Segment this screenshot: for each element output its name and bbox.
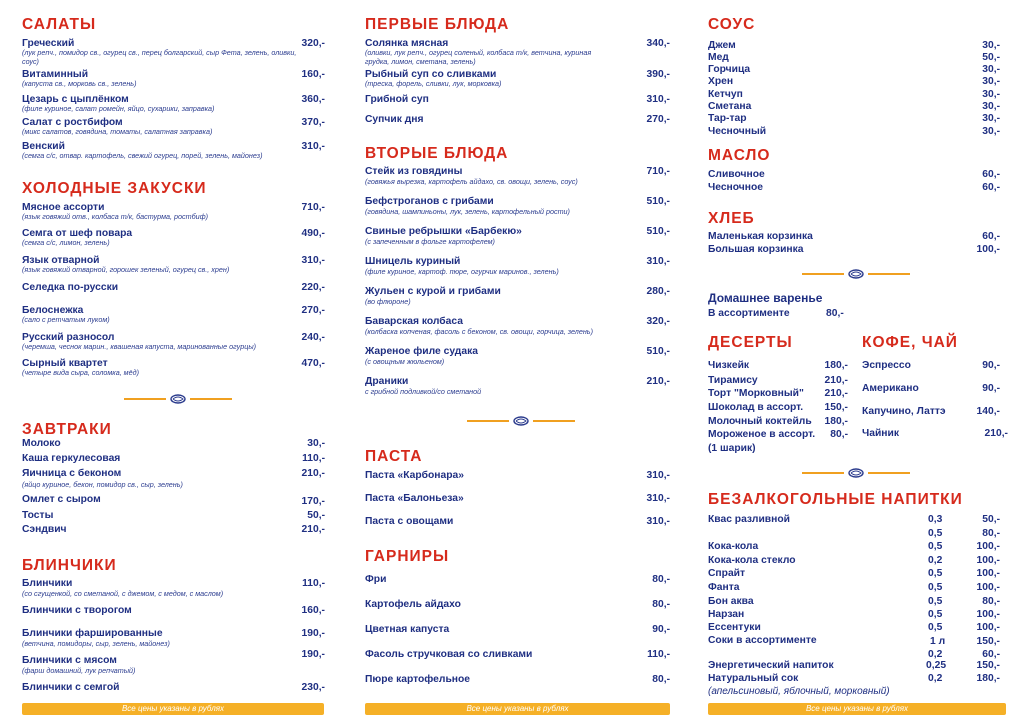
menu-item-price: 160,- (301, 69, 325, 80)
menu-item-name: Чесночный (708, 126, 767, 137)
drink-volume: 0,3 (928, 514, 943, 525)
menu-item-name: Большая корзинка (708, 244, 804, 255)
menu-item-desc: с грибной подливкой/со сметаной (365, 387, 482, 396)
drink-price: 100,- (976, 582, 1000, 593)
menu-item-name: Горчица (708, 64, 751, 75)
menu-item-desc: (фарш домашний, лук репчатый) (22, 666, 136, 675)
drink-price: 150,- (976, 660, 1000, 671)
menu-item-name: Рыбный суп со сливками (365, 69, 497, 80)
drink-price: 80,- (982, 596, 1000, 607)
menu-item-price: 360,- (301, 94, 325, 105)
menu-item-name: Фри (365, 574, 387, 585)
drink-name: Фанта (708, 582, 740, 593)
menu-item-name: Жареное филе судака (365, 346, 478, 357)
menu-item-price: 30,- (982, 126, 1000, 137)
menu-item-name: Бефстроганов с грибами (365, 196, 494, 207)
menu-item-price: 710,- (646, 166, 670, 177)
first-courses-title: ПЕРВЫЕ БЛЮДА (365, 16, 510, 33)
sauce-title: СОУС (708, 16, 756, 33)
menu-item-name: Молочный коктейль (708, 416, 812, 427)
menu-item-name: Жульен с курой и грибами (365, 286, 501, 297)
menu-item-price: 30,- (982, 64, 1000, 75)
menu-item-price: 30,- (982, 76, 1000, 87)
menu-item-desc: (семга с/с, лимон, зелень) (22, 238, 110, 247)
drink-name: Энергетический напиток (708, 660, 834, 671)
jam-title: Домашнее варенье (708, 291, 823, 305)
drink-price: 180,- (976, 673, 1000, 684)
drink-price: 100,- (976, 568, 1000, 579)
menu-item-desc: (семга с/с, отвар. картофель, свежий огурец, порей, зелень, майонез) (22, 151, 263, 160)
menu-item-price: 100,- (976, 244, 1000, 255)
menu-item-price: 60,- (982, 231, 1000, 242)
menu-item-price: 470,- (301, 358, 325, 369)
menu-item-name: Сливочное (708, 169, 765, 180)
drink-price: 50,- (982, 514, 1000, 525)
footer-note: Все цены указаны в рублях (22, 703, 324, 715)
second-courses-title: ВТОРЫЕ БЛЮДА (365, 145, 509, 162)
menu-item-price: 30,- (982, 113, 1000, 124)
menu-item-name: Джем (708, 40, 736, 51)
menu-item-price: 50,- (982, 52, 1000, 63)
menu-item-desc: (колбаска копченая, фасоль с беконом, св. овощи, горчица, зелень) (365, 327, 593, 336)
ornament-divider (467, 416, 575, 426)
menu-item-price: 240,- (301, 332, 325, 343)
menu-item-desc: (говяжья вырезка, картофель айдахо, св. овощи, зелень, соус) (365, 177, 578, 186)
menu-item-price: 30,- (307, 438, 325, 449)
menu-item-name: Мед (708, 52, 729, 63)
drink-price: 80,- (982, 528, 1000, 539)
menu-item-name: Чизкейк (708, 360, 750, 371)
menu-item-name: Тосты (22, 510, 54, 521)
menu-item-desc: (филе куриное, картоф. пюре, огурчик маринов., зелень) (365, 267, 559, 276)
menu-item-name: Кетчуп (708, 89, 743, 100)
menu-item-name: Сметана (708, 101, 752, 112)
drink-volume: 0,5 (928, 568, 943, 579)
desserts-title: ДЕСЕРТЫ (708, 334, 793, 351)
menu-item-name: Торт "Морковный" (708, 388, 804, 399)
menu-item-price: 150,- (824, 402, 848, 413)
ornament-icon (513, 416, 529, 426)
ornament-divider (802, 269, 910, 279)
menu-item-desc: (с запеченным в фольге картофелем) (365, 237, 495, 246)
menu-item-price: 30,- (982, 101, 1000, 112)
soft-drinks-title: БЕЗАЛКОГОЛЬНЫЕ НАПИТКИ (708, 491, 963, 508)
menu-item-name: Американо (862, 383, 919, 394)
menu-item-price: 310,- (301, 141, 325, 152)
menu-item-desc: (филе куриное, салат ромейн, яйцо, сухарики, заправка) (22, 104, 215, 113)
menu-item-name: Эспрессо (862, 360, 911, 371)
garnish-title: ГАРНИРЫ (365, 548, 450, 565)
menu-item-desc: (сало с ретчатым луком) (22, 315, 110, 324)
menu-item-name: Чайник (862, 428, 899, 439)
drink-price: 100,- (976, 609, 1000, 620)
menu-item-name: Тирамису (708, 375, 758, 386)
drink-name: Бон аква (708, 596, 754, 607)
menu-item-desc: (черемша, чеснок марин., квашеная капуста, маринованные огурцы) (22, 342, 257, 351)
menu-item-name: (1 шарик) (708, 443, 756, 454)
footer-note: Все цены указаны в рублях (708, 703, 1006, 715)
menu-item-name: Молоко (22, 438, 61, 449)
menu-item-price: 320,- (646, 316, 670, 327)
menu-column-2 (345, 0, 690, 724)
menu-item-price: 310,- (301, 255, 325, 266)
menu-item-name: Капучино, Латтэ (862, 406, 946, 417)
menu-item-price: 110,- (302, 453, 325, 464)
menu-item-price: 210,- (824, 388, 848, 399)
menu-item-price: 180,- (824, 360, 848, 371)
bread-title: ХЛЕБ (708, 210, 755, 227)
menu-item-name: Блинчики с мясом (22, 655, 117, 666)
menu-item-desc: (со сгущенкой, со сметаной, с джемом, с медом, с маслом) (22, 589, 224, 598)
menu-item-name: Яичница с беконом (22, 468, 122, 479)
menu-item-price: 310,- (646, 493, 670, 504)
menu-item-desc: (треска, форель, сливки, лук, морковка) (365, 79, 502, 88)
menu-item-price: 310,- (646, 256, 670, 267)
menu-item-price: 80,- (652, 574, 670, 585)
menu-item-name: Пюре картофельное (365, 674, 471, 685)
menu-item-name: Цветная капуста (365, 624, 450, 635)
butter-title: МАСЛО (708, 147, 771, 164)
menu-item-name: Маленькая корзинка (708, 231, 813, 242)
menu-item-price: 310,- (646, 516, 670, 527)
pancakes-title: БЛИНЧИКИ (22, 557, 117, 574)
menu-item-price: 140,- (976, 406, 1000, 417)
menu-item-price: 110,- (647, 649, 670, 660)
menu-item-name: Венский (22, 141, 65, 152)
menu-item-name: Семга от шеф повара (22, 228, 133, 239)
drink-volume: 0,5 (928, 596, 943, 607)
menu-item-price: 180,- (824, 416, 848, 427)
juice-note: (апельсиновый, яблочный, морковный) (708, 686, 890, 697)
drink-name: Кока-кола (708, 541, 759, 552)
menu-item-price: 210,- (301, 468, 325, 479)
menu-item-price: 60,- (982, 169, 1000, 180)
menu-item-name: Каша геркулесовая (22, 453, 121, 464)
menu-item-price: 280,- (646, 286, 670, 297)
menu-item-name: Паста «Карбонара» (365, 470, 464, 481)
menu-item-desc: (с овощным жюльеном) (365, 357, 445, 366)
coffee-title: КОФЕ, ЧАЙ (862, 334, 958, 351)
drink-volume: 0,5 (928, 541, 943, 552)
menu-item-name: Солянка мясная (365, 38, 449, 49)
menu-item-price: 370,- (301, 117, 325, 128)
drink-name: Ессентуки (708, 622, 761, 633)
menu-column-3 (690, 0, 1024, 724)
menu-item-name: Омлет с сыром (22, 494, 101, 505)
menu-item-name: Витаминный (22, 69, 89, 80)
drink-price: 100,- (976, 541, 1000, 552)
menu-item-name: Блинчики с творогом (22, 605, 132, 616)
menu-item-price: 30,- (982, 40, 1000, 51)
menu-item-name: Картофель айдахо (365, 599, 461, 610)
menu-item-name: Блинчики (22, 578, 73, 589)
menu-item-price: 320,- (301, 38, 325, 49)
drink-volume: 0,2 (928, 649, 943, 660)
menu-item-price: 230,- (301, 682, 325, 693)
salads-title: САЛАТЫ (22, 16, 97, 33)
drink-name: Квас разливной (708, 514, 790, 525)
drink-name: Натуральный сок (708, 673, 799, 684)
drink-volume: 0,2 (928, 673, 943, 684)
menu-item-name: Паста «Балоньеза» (365, 493, 464, 504)
menu-item-name: Фасоль стручковая со сливками (365, 649, 533, 660)
menu-item-price: 90,- (652, 624, 670, 635)
drink-name: Кока-кола стекло (708, 555, 796, 566)
menu-item-name: Цезарь с цыплёнком (22, 94, 129, 105)
drink-name: Нарзан (708, 609, 745, 620)
menu-item-name: Мясное ассорти (22, 202, 105, 213)
ornament-divider (124, 394, 232, 404)
menu-item-desc: (оливки, лук репч., огурец соленый, колбаса т/к, ветчина, куриная грудка, лимон, сметана, зелень) (365, 48, 592, 66)
drink-volume: 0,2 (928, 555, 943, 566)
menu-item-price: 210,- (824, 375, 848, 386)
drink-volume: 0,5 (928, 609, 943, 620)
drink-price: 100,- (976, 622, 1000, 633)
menu-item-desc: (микс салатов, говядина, томаты, салатная заправка) (22, 127, 213, 136)
menu-item-name: Паста с овощами (365, 516, 454, 527)
menu-item-price: 110,- (302, 578, 325, 589)
menu-item-price: 390,- (646, 69, 670, 80)
menu-item-price: 310,- (646, 94, 670, 105)
breakfast-title: ЗАВТРАКИ (22, 421, 112, 438)
pasta-title: ПАСТА (365, 448, 423, 465)
menu-item-price: 270,- (646, 114, 670, 125)
menu-item-price: 90,- (982, 360, 1000, 371)
drink-price: 100,- (976, 555, 1000, 566)
drink-name: Соки в ассортименте (708, 635, 817, 646)
menu-item-price: 210,- (301, 524, 325, 535)
drink-volume: 0,5 (928, 528, 943, 539)
cold-starters-title: ХОЛОДНЫЕ ЗАКУСКИ (22, 180, 207, 197)
menu-item-name: Супчик дня (365, 114, 424, 125)
menu-item-price: 490,- (301, 228, 325, 239)
menu-item-name: Селедка по-русски (22, 282, 119, 293)
menu-item-name: Мороженое в ассорт. (708, 429, 816, 440)
menu-item-desc: (лук репч., помидор св., огурец св., перец болгарский, сыр Фета, зелень, оливки, соус) (22, 48, 297, 66)
menu-item-desc: (во флюроне) (365, 297, 411, 306)
menu-item-desc: (язык говяжий отварной, горошек зеленый, огурец св., хрен) (22, 265, 230, 274)
menu-item-name: Блинчики с семгой (22, 682, 120, 693)
menu-item-price: 190,- (301, 649, 325, 660)
menu-item-price: 170,- (301, 496, 325, 507)
menu-item-price: 510,- (646, 226, 670, 237)
menu-item-name: Стейк из говядины (365, 166, 463, 177)
menu-item-price: 710,- (301, 202, 325, 213)
menu-item-price: 270,- (301, 305, 325, 316)
menu-item-name: Салат с ростбифом (22, 117, 123, 128)
menu-item-price: 80,- (826, 308, 844, 319)
menu-item-desc: (говядина, шампиньоны, лук, зелень, картофельный рости) (365, 207, 570, 216)
menu-item-price: 50,- (307, 510, 325, 521)
menu-item-name: Блинчики фаршированные (22, 628, 163, 639)
drink-volume: 1 л (930, 636, 946, 647)
menu-item-price: 90,- (982, 383, 1000, 394)
menu-item-name: Драники (365, 376, 409, 387)
drink-volume: 0,5 (928, 622, 943, 633)
menu-item-price: 80,- (652, 599, 670, 610)
menu-item-name: Грибной суп (365, 94, 429, 105)
menu-item-price: 80,- (830, 429, 848, 440)
menu-item-price: 80,- (652, 674, 670, 685)
menu-item-name: Свиные ребрышки «Барбекю» (365, 226, 522, 237)
menu-item-desc: (четыре вида сыра, соломка, мёд) (22, 368, 139, 377)
menu-item-price: 510,- (646, 196, 670, 207)
ornament-divider (802, 468, 910, 478)
menu-item-desc: (язык говяжий отв., колбаса т/к, бастурма, ростбиф) (22, 212, 209, 221)
menu-item-price: 30,- (982, 89, 1000, 100)
menu-item-name: Шоколад в ассорт. (708, 402, 804, 413)
menu-item-price: 510,- (646, 346, 670, 357)
menu-item-name: Хрен (708, 76, 734, 87)
menu-item-name: Русский разносол (22, 332, 115, 343)
drink-volume: 0,5 (928, 582, 943, 593)
drink-name: Спрайт (708, 568, 746, 579)
menu-item-name: Язык отварной (22, 255, 100, 266)
menu-item-price: 160,- (301, 605, 325, 616)
menu-item-desc: (ветчина, помидоры, сыр, зелень, майонез) (22, 639, 170, 648)
menu-item-price: 220,- (301, 282, 325, 293)
menu-item-name: Чесночное (708, 182, 764, 193)
menu-item-name: Сэндвич (22, 524, 67, 535)
drink-volume: 0,25 (926, 660, 947, 671)
menu-item-name: Тар-тар (708, 113, 747, 124)
menu-item-name: Белоснежка (22, 305, 84, 316)
menu-item-price: 340,- (646, 38, 670, 49)
menu-item-name: Шницель куриный (365, 256, 461, 267)
menu-item-desc: (капуста св., морковь св., зелень) (22, 79, 137, 88)
menu-item-price: 60,- (982, 182, 1000, 193)
menu-item-name: Баварская колбаса (365, 316, 463, 327)
menu-item-name: Греческий (22, 38, 75, 49)
footer-note: Все цены указаны в рублях (365, 703, 670, 715)
menu-item-price: 310,- (646, 470, 670, 481)
drink-price: 60,- (982, 649, 1000, 660)
menu-column-1 (0, 0, 345, 724)
menu-item-price: 210,- (984, 428, 1008, 439)
menu-item-name: В ассортименте (708, 308, 790, 319)
menu-item-desc: (яйцо куриное, бекон, помидор св., сыр, зелень) (22, 480, 183, 489)
menu-item-name: Сырный квартет (22, 358, 108, 369)
menu-item-price: 210,- (646, 376, 670, 387)
ornament-icon (848, 468, 864, 478)
drink-price: 150,- (976, 636, 1000, 647)
ornament-icon (170, 394, 186, 404)
menu-item-price: 190,- (301, 628, 325, 639)
ornament-icon (848, 269, 864, 279)
